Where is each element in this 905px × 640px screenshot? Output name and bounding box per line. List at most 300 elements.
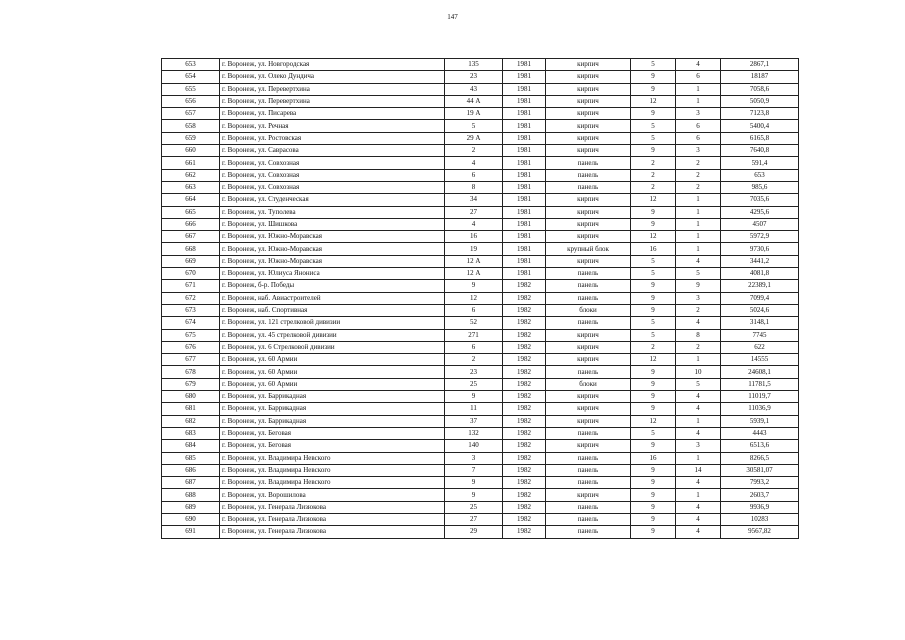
area-cell: 18187 [721,71,799,83]
address-cell: г. Воронеж, ул. Писарева [220,108,445,120]
area-cell: 7123,8 [721,108,799,120]
floors-cell: 9 [631,378,676,390]
floors-cell: 9 [631,391,676,403]
build-year-cell: 1982 [503,329,546,341]
entrances-cell: 1 [676,95,721,107]
row-number-cell: 684 [162,440,220,452]
wall-material-cell: крупный блок [546,243,631,255]
wall-material-cell: кирпич [546,489,631,501]
build-year-cell: 1981 [503,218,546,230]
row-number-cell: 678 [162,366,220,378]
house-number-cell: 9 [445,477,503,489]
entrances-cell: 2 [676,157,721,169]
house-number-cell: 4 [445,218,503,230]
area-cell: 4295,6 [721,206,799,218]
build-year-cell: 1982 [503,378,546,390]
row-number-cell: 681 [162,403,220,415]
floors-cell: 5 [631,120,676,132]
area-cell: 22389,1 [721,280,799,292]
address-cell: г. Воронеж, ул. Савраcова [220,145,445,157]
area-cell: 5972,9 [721,231,799,243]
house-number-cell: 29 А [445,132,503,144]
entrances-cell: 4 [676,403,721,415]
entrances-cell: 1 [676,231,721,243]
table-row [162,157,799,169]
area-cell: 11781,5 [721,378,799,390]
entrances-cell: 3 [676,108,721,120]
house-number-cell: 6 [445,169,503,181]
row-number-cell: 670 [162,268,220,280]
area-cell: 11036,9 [721,403,799,415]
table-row [162,218,799,230]
floors-cell: 12 [631,231,676,243]
row-number-cell: 665 [162,206,220,218]
entrances-cell: 4 [676,391,721,403]
floors-cell: 9 [631,218,676,230]
address-cell: г. Воронеж, ул. Беговая [220,440,445,452]
build-year-cell: 1981 [503,206,546,218]
table-row [162,181,799,193]
row-number-cell: 660 [162,145,220,157]
address-cell: г. Воронеж, ул. Баррикадная [220,415,445,427]
build-year-cell: 1982 [503,292,546,304]
table-row [162,243,799,255]
entrances-cell: 6 [676,132,721,144]
entrances-cell: 3 [676,145,721,157]
wall-material-cell: кирпич [546,231,631,243]
house-number-cell: 16 [445,231,503,243]
house-number-cell: 140 [445,440,503,452]
area-cell: 7058,6 [721,83,799,95]
floors-cell: 9 [631,145,676,157]
address-cell: г. Воронеж, ул. Совхозная [220,169,445,181]
build-year-cell: 1982 [503,452,546,464]
address-cell: г. Воронеж, ул. Генерала Лизюкова [220,526,445,538]
address-cell: г. Воронеж, ул. Совхозная [220,181,445,193]
floors-cell: 5 [631,329,676,341]
wall-material-cell: панель [546,526,631,538]
row-number-cell: 685 [162,452,220,464]
floors-cell: 9 [631,464,676,476]
house-number-cell: 6 [445,341,503,353]
table-row [162,526,799,538]
area-cell: 4507 [721,218,799,230]
entrances-cell: 5 [676,268,721,280]
wall-material-cell: кирпич [546,132,631,144]
row-number-cell: 666 [162,218,220,230]
address-cell: г. Воронеж, ул. Генерала Лизюкова [220,501,445,513]
address-cell: г. Воронеж, ул. Южно-Моравская [220,255,445,267]
wall-material-cell: блоки [546,304,631,316]
wall-material-cell: панель [546,169,631,181]
address-cell: г. Воронеж, б-р. Победы [220,280,445,292]
row-number-cell: 653 [162,59,220,71]
table-row [162,108,799,120]
floors-cell: 2 [631,169,676,181]
house-number-cell: 37 [445,415,503,427]
floors-cell: 5 [631,427,676,439]
address-cell: г. Воронеж, ул. 60 Армии [220,378,445,390]
build-year-cell: 1982 [503,464,546,476]
floors-cell: 9 [631,403,676,415]
row-number-cell: 654 [162,71,220,83]
wall-material-cell: кирпич [546,255,631,267]
house-number-cell: 44 А [445,95,503,107]
area-cell: 985,6 [721,181,799,193]
wall-material-cell: кирпич [546,145,631,157]
area-cell: 5400,4 [721,120,799,132]
entrances-cell: 2 [676,304,721,316]
house-number-cell: 271 [445,329,503,341]
floors-cell: 16 [631,243,676,255]
table-row [162,477,799,489]
address-cell: г. Воронеж, ул. Речная [220,120,445,132]
build-year-cell: 1982 [503,440,546,452]
row-number-cell: 682 [162,415,220,427]
table-row [162,268,799,280]
address-cell: г. Воронеж, ул. Новгородская [220,59,445,71]
wall-material-cell: кирпич [546,391,631,403]
row-number-cell: 668 [162,243,220,255]
build-year-cell: 1982 [503,427,546,439]
address-cell: г. Воронеж, наб. Спортивная [220,304,445,316]
row-number-cell: 679 [162,378,220,390]
table-row [162,513,799,525]
row-number-cell: 689 [162,501,220,513]
table-row [162,280,799,292]
table-row [162,317,799,329]
row-number-cell: 690 [162,513,220,525]
wall-material-cell: панель [546,292,631,304]
entrances-cell: 4 [676,59,721,71]
floors-cell: 5 [631,268,676,280]
row-number-cell: 674 [162,317,220,329]
entrances-cell: 1 [676,354,721,366]
area-cell: 24608,1 [721,366,799,378]
address-cell: г. Воронеж, ул. Владимира Невского [220,477,445,489]
floors-cell: 9 [631,206,676,218]
entrances-cell: 4 [676,526,721,538]
floors-cell: 12 [631,415,676,427]
build-year-cell: 1982 [503,366,546,378]
house-number-cell: 6 [445,304,503,316]
table-row [162,206,799,218]
house-number-cell: 19 [445,243,503,255]
row-number-cell: 656 [162,95,220,107]
floors-cell: 16 [631,452,676,464]
house-number-cell: 5 [445,120,503,132]
area-cell: 7745 [721,329,799,341]
house-number-cell: 2 [445,145,503,157]
area-cell: 6513,6 [721,440,799,452]
area-cell: 4443 [721,427,799,439]
address-cell: г. Воронеж, ул. Туполева [220,206,445,218]
wall-material-cell: кирпич [546,206,631,218]
build-year-cell: 1981 [503,231,546,243]
floors-cell: 5 [631,59,676,71]
table-row [162,292,799,304]
build-year-cell: 1981 [503,157,546,169]
house-number-cell: 9 [445,280,503,292]
build-year-cell: 1981 [503,255,546,267]
row-number-cell: 672 [162,292,220,304]
table-row [162,132,799,144]
build-year-cell: 1982 [503,391,546,403]
build-year-cell: 1981 [503,243,546,255]
row-number-cell: 662 [162,169,220,181]
area-cell: 2603,7 [721,489,799,501]
table-row [162,501,799,513]
address-cell: г. Воронеж, ул. Перевертхина [220,95,445,107]
wall-material-cell: кирпич [546,329,631,341]
table-row [162,341,799,353]
floors-cell: 2 [631,341,676,353]
build-year-cell: 1982 [503,526,546,538]
row-number-cell: 664 [162,194,220,206]
wall-material-cell: кирпич [546,83,631,95]
floors-cell: 2 [631,157,676,169]
build-year-cell: 1982 [503,415,546,427]
entrances-cell: 6 [676,71,721,83]
row-number-cell: 673 [162,304,220,316]
address-cell: г. Воронеж, ул. Южно-Моравская [220,243,445,255]
house-number-cell: 25 [445,501,503,513]
table-row [162,452,799,464]
table-row [162,489,799,501]
area-cell: 3441,2 [721,255,799,267]
row-number-cell: 661 [162,157,220,169]
build-year-cell: 1981 [503,194,546,206]
floors-cell: 9 [631,304,676,316]
wall-material-cell: кирпич [546,71,631,83]
entrances-cell: 10 [676,366,721,378]
wall-material-cell: кирпич [546,341,631,353]
house-number-cell: 25 [445,378,503,390]
wall-material-cell: панель [546,280,631,292]
area-cell: 5050,9 [721,95,799,107]
floors-cell: 2 [631,181,676,193]
table-row [162,120,799,132]
house-number-cell: 12 [445,292,503,304]
wall-material-cell: кирпич [546,218,631,230]
house-number-cell: 52 [445,317,503,329]
floors-cell: 9 [631,501,676,513]
build-year-cell: 1982 [503,501,546,513]
house-number-cell: 11 [445,403,503,415]
wall-material-cell: кирпич [546,59,631,71]
area-cell: 11019,7 [721,391,799,403]
area-cell: 14555 [721,354,799,366]
floors-cell: 12 [631,194,676,206]
build-year-cell: 1981 [503,169,546,181]
entrances-cell: 4 [676,477,721,489]
table-row [162,354,799,366]
table-row [162,378,799,390]
floors-cell: 9 [631,513,676,525]
floors-cell: 9 [631,366,676,378]
area-cell: 7640,8 [721,145,799,157]
build-year-cell: 1982 [503,477,546,489]
area-cell: 10283 [721,513,799,525]
entrances-cell: 14 [676,464,721,476]
table-row [162,95,799,107]
entrances-cell: 1 [676,243,721,255]
entrances-cell: 9 [676,280,721,292]
house-number-cell: 12 А [445,255,503,267]
floors-cell: 9 [631,108,676,120]
wall-material-cell: панель [546,366,631,378]
build-year-cell: 1981 [503,95,546,107]
address-cell: г. Воронеж, ул. Ворошилова [220,489,445,501]
address-cell: г. Воронеж, ул. Владимира Невского [220,452,445,464]
build-year-cell: 1981 [503,181,546,193]
house-number-cell: 9 [445,391,503,403]
house-number-cell: 7 [445,464,503,476]
area-cell: 2867,1 [721,59,799,71]
address-cell: г. Воронеж, ул. Совхозная [220,157,445,169]
address-cell: г. Воронеж, ул. Баррикадная [220,403,445,415]
house-number-cell: 34 [445,194,503,206]
house-number-cell: 132 [445,427,503,439]
row-number-cell: 655 [162,83,220,95]
house-number-cell: 23 [445,71,503,83]
build-year-cell: 1982 [503,403,546,415]
build-year-cell: 1982 [503,354,546,366]
address-cell: г. Воронеж, ул. Южно-Моравская [220,231,445,243]
wall-material-cell: панель [546,317,631,329]
entrances-cell: 1 [676,206,721,218]
wall-material-cell: панель [546,427,631,439]
row-number-cell: 671 [162,280,220,292]
area-cell: 4081,8 [721,268,799,280]
row-number-cell: 688 [162,489,220,501]
build-year-cell: 1981 [503,132,546,144]
area-cell: 5939,1 [721,415,799,427]
build-year-cell: 1982 [503,489,546,501]
table-row [162,329,799,341]
address-cell: г. Воронеж, ул. 60 Армии [220,366,445,378]
row-number-cell: 683 [162,427,220,439]
entrances-cell: 6 [676,120,721,132]
floors-cell: 9 [631,526,676,538]
house-number-cell: 8 [445,181,503,193]
row-number-cell: 659 [162,132,220,144]
row-number-cell: 677 [162,354,220,366]
floors-cell: 12 [631,95,676,107]
wall-material-cell: кирпич [546,403,631,415]
wall-material-cell: панель [546,452,631,464]
entrances-cell: 1 [676,218,721,230]
build-year-cell: 1982 [503,317,546,329]
table-row [162,83,799,95]
housing-register-table [161,58,799,539]
build-year-cell: 1981 [503,71,546,83]
address-cell: г. Воронеж, ул. Перевертхина [220,83,445,95]
floors-cell: 5 [631,317,676,329]
entrances-cell: 5 [676,378,721,390]
build-year-cell: 1981 [503,59,546,71]
build-year-cell: 1982 [503,304,546,316]
address-cell: г. Воронеж, ул. 6 Стрелковой дивизии [220,341,445,353]
house-number-cell: 3 [445,452,503,464]
address-cell: г. Воронеж, ул. Студенческая [220,194,445,206]
row-number-cell: 686 [162,464,220,476]
address-cell: г. Воронеж, ул. Шишкова [220,218,445,230]
floors-cell: 9 [631,71,676,83]
wall-material-cell: кирпич [546,415,631,427]
house-number-cell: 23 [445,366,503,378]
house-number-cell: 27 [445,513,503,525]
entrances-cell: 1 [676,452,721,464]
row-number-cell: 657 [162,108,220,120]
wall-material-cell: панель [546,501,631,513]
entrances-cell: 4 [676,255,721,267]
address-cell: г. Воронеж, ул. Генерала Лизюкова [220,513,445,525]
house-number-cell: 9 [445,489,503,501]
table-row [162,440,799,452]
house-number-cell: 29 [445,526,503,538]
area-cell: 9730,6 [721,243,799,255]
row-number-cell: 691 [162,526,220,538]
address-cell: г. Воронеж, ул. Олеко Дундича [220,71,445,83]
wall-material-cell: кирпич [546,108,631,120]
build-year-cell: 1982 [503,280,546,292]
entrances-cell: 4 [676,513,721,525]
row-number-cell: 675 [162,329,220,341]
row-number-cell: 667 [162,231,220,243]
address-cell: г. Воронеж, наб. Авиастроителей [220,292,445,304]
row-number-cell: 687 [162,477,220,489]
area-cell: 7099,4 [721,292,799,304]
floors-cell: 9 [631,280,676,292]
address-cell: г. Воронеж, ул. 60 Армии [220,354,445,366]
entrances-cell: 2 [676,181,721,193]
address-cell: г. Воронеж, ул. Баррикадная [220,391,445,403]
floors-cell: 5 [631,255,676,267]
table-row [162,464,799,476]
house-number-cell: 27 [445,206,503,218]
row-number-cell: 663 [162,181,220,193]
page-number: 147 [447,13,458,21]
house-number-cell: 135 [445,59,503,71]
entrances-cell: 1 [676,415,721,427]
table-body [162,59,799,539]
table-row [162,71,799,83]
address-cell: г. Воронеж, ул. Ростовская [220,132,445,144]
table-row [162,169,799,181]
entrances-cell: 4 [676,501,721,513]
entrances-cell: 3 [676,292,721,304]
build-year-cell: 1981 [503,120,546,132]
house-number-cell: 19 А [445,108,503,120]
area-cell: 30581,07 [721,464,799,476]
entrances-cell: 2 [676,169,721,181]
table-row [162,391,799,403]
build-year-cell: 1981 [503,145,546,157]
address-cell: г. Воронеж, ул. Владимира Невского [220,464,445,476]
house-number-cell: 2 [445,354,503,366]
wall-material-cell: блоки [546,378,631,390]
row-number-cell: 676 [162,341,220,353]
row-number-cell: 680 [162,391,220,403]
entrances-cell: 1 [676,194,721,206]
table-row [162,366,799,378]
table-row [162,427,799,439]
area-cell: 7993,2 [721,477,799,489]
table-row [162,231,799,243]
floors-cell: 9 [631,477,676,489]
floors-cell: 9 [631,440,676,452]
